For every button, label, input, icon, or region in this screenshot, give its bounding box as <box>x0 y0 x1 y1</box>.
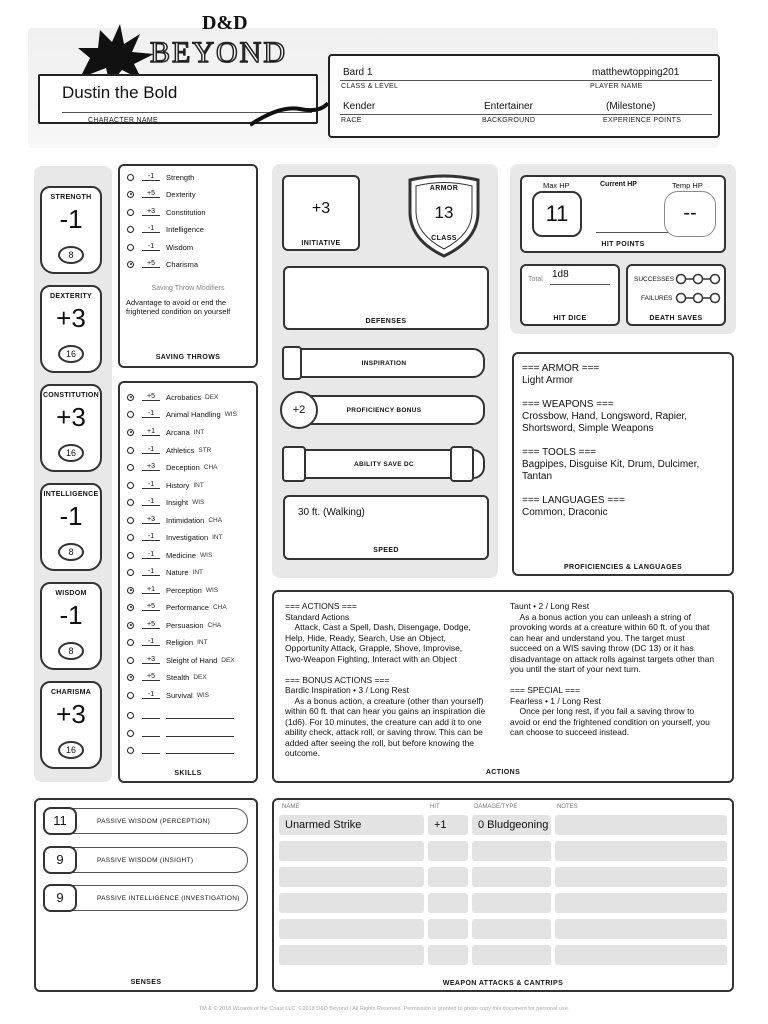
sense-passive-investigation <box>44 885 248 911</box>
weapon-empty-cell[interactable] <box>555 867 727 887</box>
skill-value: +5 <box>142 603 160 611</box>
skill-value: -1 <box>142 498 160 506</box>
skill-proficiency-marker <box>127 517 134 524</box>
ability-save-dc-left-cap <box>282 446 306 482</box>
weapon-empty-cell[interactable] <box>279 919 424 939</box>
sense-value: 11 <box>43 807 77 835</box>
max-hp-label: Max HP <box>543 181 570 190</box>
skill-name: Religion <box>166 637 194 647</box>
skill-name: Persuasion <box>166 620 204 630</box>
skill-row-survival[interactable] <box>127 688 209 702</box>
skill-value: -1 <box>142 410 160 418</box>
skill-value: -1 <box>142 691 160 699</box>
skill-ability: WIS <box>196 691 209 699</box>
save-modifiers-title: Saving Throw Modifiers <box>151 285 225 292</box>
class-line <box>340 80 712 81</box>
saving-throws-title: SAVING THROWS <box>155 354 221 361</box>
temp-hp-value[interactable]: -- <box>664 191 716 237</box>
skill-proficiency-marker <box>127 587 134 594</box>
skill-ability: CHA <box>208 516 223 524</box>
skill-ability: CHA <box>212 603 227 611</box>
proficiency-label: PROFICIENCY BONUS <box>346 407 422 414</box>
save-value: -1 <box>142 225 160 233</box>
save-row[interactable] <box>127 222 204 236</box>
skill-value: -1 <box>142 551 160 559</box>
ability-strength[interactable] <box>40 186 102 274</box>
weapon-empty-cell[interactable] <box>428 893 468 913</box>
skills-box <box>118 381 258 783</box>
senses-title: SENSES <box>130 979 162 986</box>
skill-row-performance[interactable] <box>127 600 227 614</box>
skill-row-animal-handling[interactable] <box>127 407 237 421</box>
ability-intelligence[interactable] <box>40 483 102 571</box>
skill-value: +1 <box>142 586 160 594</box>
ability-dexterity[interactable] <box>40 285 102 373</box>
weapon-header-damage: DAMAGE/TYPE <box>474 804 518 810</box>
skill-row-history[interactable] <box>127 478 204 492</box>
skill-name: Deception <box>166 462 200 472</box>
save-row[interactable] <box>127 170 194 184</box>
death-save-failure-circles-icon[interactable] <box>675 292 721 304</box>
skill-value: -1 <box>142 568 160 576</box>
skill-name: Investigation <box>166 532 209 542</box>
skill-name: Animal Handling <box>166 409 221 419</box>
skill-proficiency-marker <box>127 394 134 401</box>
inspiration-checkbox[interactable] <box>282 346 302 380</box>
skill-ability: DEX <box>193 673 207 681</box>
skill-row-nature[interactable] <box>127 565 203 579</box>
skill-blank-line <box>166 711 234 719</box>
ability-name: INTELLIGENCE <box>43 491 99 498</box>
hit-dice-label: HIT DICE <box>553 315 587 322</box>
skill-ability: STR <box>198 446 212 454</box>
save-proficiency-marker <box>127 261 134 268</box>
armor-class-label-top: ARMOR <box>429 185 459 192</box>
skill-name: Sleight of Hand <box>166 655 218 665</box>
skill-ability: WIS <box>192 498 205 506</box>
save-value: -1 <box>142 243 160 251</box>
scroll-tail-icon <box>250 95 330 135</box>
temp-hp-label: Temp HP <box>672 181 703 190</box>
footer-legal-text: TM & © 2018 Wizards of the Coast LLC. ©2018 D&D Beyond | All Rights Reserved. Permission is granted to photo copy this document for personal use. <box>198 1006 570 1012</box>
save-name: Strength <box>166 172 195 182</box>
ability-score: 16 <box>58 741 84 759</box>
skill-name: Survival <box>166 690 193 700</box>
save-row[interactable] <box>127 205 206 219</box>
hit-dice-value: 1d8 <box>552 269 569 280</box>
weapon-empty-cell[interactable] <box>472 893 551 913</box>
sense-value: 9 <box>43 846 77 874</box>
current-hp-input[interactable] <box>596 232 668 233</box>
skill-ability: CHA <box>207 621 222 629</box>
ability-modifier: -1 <box>59 204 83 234</box>
ability-score: 8 <box>58 246 84 264</box>
ability-modifier: -1 <box>59 600 83 630</box>
initiative-label: INITIATIVE <box>301 240 341 247</box>
class-level-label: CLASS & LEVEL <box>341 83 399 90</box>
weapon-empty-cell[interactable] <box>428 867 468 887</box>
class-level-value[interactable]: Bard 1 <box>343 67 373 78</box>
sense-passive-insight <box>44 847 248 873</box>
ability-name: CONSTITUTION <box>42 392 100 399</box>
skill-proficiency-marker <box>127 639 134 646</box>
weapon-name-cell[interactable]: Unarmed Strike <box>279 815 424 835</box>
weapon-empty-cell[interactable] <box>279 945 424 965</box>
skill-blank-row[interactable] <box>127 708 234 722</box>
skill-proficiency-marker <box>127 657 134 664</box>
skill-proficiency-marker <box>127 692 134 699</box>
skill-ability: INT <box>197 638 208 646</box>
skill-ability: DEX <box>221 656 235 664</box>
skill-value: +3 <box>142 656 160 664</box>
race-line <box>340 114 712 115</box>
weapon-empty-cell[interactable] <box>555 841 727 861</box>
skill-value: +5 <box>142 621 160 629</box>
skill-name: History <box>166 480 190 490</box>
weapon-damage-cell[interactable]: 0 Bludgeoning <box>472 815 551 835</box>
ability-name: WISDOM <box>55 590 87 597</box>
skill-row-athletics[interactable] <box>127 443 211 457</box>
skill-ability: WIS <box>200 551 213 559</box>
skill-blank-value <box>142 746 160 754</box>
skill-proficiency-marker <box>127 674 134 681</box>
skill-value: -1 <box>142 446 160 454</box>
skill-name: Performance <box>166 602 209 612</box>
race-value[interactable]: Kender <box>343 101 376 112</box>
skill-proficiency-marker <box>127 569 134 576</box>
skill-proficiency-marker <box>127 747 134 754</box>
save-value: +5 <box>142 190 160 198</box>
skill-name: Intimidation <box>166 515 205 525</box>
skill-blank-value <box>142 729 160 737</box>
save-row[interactable] <box>127 240 193 254</box>
ability-save-dc-label: ABILITY SAVE DC <box>354 461 414 468</box>
skill-name: Perception <box>166 585 202 595</box>
skill-value: +5 <box>142 393 160 401</box>
weapon-empty-cell[interactable] <box>279 841 424 861</box>
skill-value: +1 <box>142 428 160 436</box>
save-proficiency-marker <box>127 244 134 251</box>
skill-proficiency-marker <box>127 499 134 506</box>
weapon-empty-cell[interactable] <box>279 893 424 913</box>
skill-ability: DEX <box>205 393 219 401</box>
skill-row-acrobatics[interactable] <box>127 390 218 404</box>
weapon-empty-cell[interactable] <box>555 893 727 913</box>
background-value[interactable]: Entertainer <box>484 101 533 112</box>
save-value: +5 <box>142 260 160 268</box>
skill-row-insight[interactable] <box>127 495 204 509</box>
weapon-empty-cell[interactable] <box>428 919 468 939</box>
ability-modifier: -1 <box>59 501 83 531</box>
character-name-label: CHARACTER NAME <box>88 117 158 124</box>
ability-charisma[interactable] <box>40 681 102 769</box>
skill-row-perception[interactable] <box>127 583 218 597</box>
skill-ability: WIS <box>224 410 237 418</box>
defenses-label: DEFENSES <box>365 318 407 325</box>
skill-row-intimidation[interactable] <box>127 513 222 527</box>
ability-name: STRENGTH <box>50 194 92 201</box>
ability-constitution[interactable] <box>40 384 102 472</box>
death-saves-label: DEATH SAVES <box>649 315 703 322</box>
ability-score: 8 <box>58 543 84 561</box>
weapon-empty-cell[interactable] <box>428 945 468 965</box>
sense-value: 9 <box>43 884 77 912</box>
skill-ability: INT <box>212 533 223 541</box>
skill-name: Insight <box>166 497 189 507</box>
skill-blank-value <box>142 711 160 719</box>
skill-name: Acrobatics <box>166 392 202 402</box>
proficiencies-text: === ARMOR === Light Armor === WEAPONS === Crossbow, Hand, Longsword, Rapier, Shortsword, Simple Weapons === TOOLS === Bagpipes, Disguise Kit, Drum, Dulcimer, Tantan === LANGUAGES === Common, Draconic <box>522 363 700 518</box>
speed-label: SPEED <box>373 547 399 554</box>
skill-blank-row[interactable] <box>127 726 234 740</box>
armor-class-label-bottom: CLASS <box>431 235 457 242</box>
skill-proficiency-marker <box>127 429 134 436</box>
death-save-success-circles-icon[interactable] <box>675 273 721 285</box>
skill-value: +3 <box>142 463 160 471</box>
skill-value: +5 <box>142 673 160 681</box>
skill-row-religion[interactable] <box>127 635 208 649</box>
ability-score: 8 <box>58 642 84 660</box>
weapon-empty-cell[interactable] <box>472 841 551 861</box>
inspiration-bar[interactable] <box>283 348 485 378</box>
weapon-empty-cell[interactable] <box>555 919 727 939</box>
xp-label: EXPERIENCE POINTS <box>603 117 682 124</box>
save-name: Dexterity <box>166 189 196 199</box>
skill-value: -1 <box>142 533 160 541</box>
save-name: Constitution <box>166 207 206 217</box>
skill-row-medicine[interactable] <box>127 548 212 562</box>
xp-value[interactable]: (Milestone) <box>606 101 656 112</box>
save-name: Charisma <box>166 259 199 269</box>
skill-ability: CHA <box>203 463 218 471</box>
skill-row-arcana[interactable] <box>127 425 204 439</box>
skill-proficiency-marker <box>127 552 134 559</box>
weapon-empty-cell[interactable] <box>472 867 551 887</box>
inspiration-label: INSPIRATION <box>361 360 407 367</box>
logo-top-text: D&D <box>202 12 248 34</box>
skill-name: Athletics <box>166 445 195 455</box>
hit-dice-line <box>550 284 610 285</box>
skill-name: Arcana <box>166 427 190 437</box>
skill-row-investigation[interactable] <box>127 530 223 544</box>
skill-blank-line <box>166 729 234 737</box>
actions-left-text: === ACTIONS === Standard Actions Attack, Cast a Spell, Dash, Disengage, Dodge, Help, Hide, Ready, Search, Use an Object, Opportunity Attack, Grapple, Shove, Improvise, Two-Weapon Fighting, Interact with an Object === BONUS ACTIONS === Bardic Inspiration • 3 / Long Rest As a bonus action, a creature (other than yourself) within 60 ft. that can hear you gains an inspiration die (1d6). For 10 minutes, the creature can add it to one ability check, attack roll, or saving throw. This can be added after seeing the roll, but before knowing the outcome. <box>285 601 486 758</box>
skill-proficiency-marker <box>127 411 134 418</box>
ability-name: CHARISMA <box>50 689 92 696</box>
ability-save-dc-right-cap <box>450 446 474 482</box>
weapon-empty-cell[interactable] <box>279 867 424 887</box>
skill-proficiency-marker <box>127 730 134 737</box>
proficiency-value: +2 <box>280 391 318 429</box>
skill-proficiency-marker <box>127 464 134 471</box>
ability-modifier: +3 <box>56 699 86 729</box>
save-value: -1 <box>142 173 160 181</box>
sense-passive-perception <box>44 808 248 834</box>
skill-row-sleight-of-hand[interactable] <box>127 653 235 667</box>
player-name-label: PLAYER NAME <box>590 83 643 90</box>
skill-blank-row[interactable] <box>127 743 234 757</box>
skill-row-deception[interactable] <box>127 460 218 474</box>
successes-label: SUCCESSES <box>634 276 675 283</box>
weapon-empty-cell[interactable] <box>428 841 468 861</box>
save-name: Intelligence <box>166 224 204 234</box>
sense-label: PASSIVE WISDOM (INSIGHT) <box>97 857 194 864</box>
save-row[interactable] <box>127 187 196 201</box>
skill-value: +3 <box>142 516 160 524</box>
weapon-empty-cell[interactable] <box>555 945 727 965</box>
save-proficiency-marker <box>127 226 134 233</box>
skill-proficiency-marker <box>127 604 134 611</box>
skill-ability: INT <box>193 481 204 489</box>
sense-label: PASSIVE INTELLIGENCE (INVESTIGATION) <box>97 895 240 902</box>
skill-blank-line <box>166 746 234 754</box>
save-proficiency-marker <box>127 209 134 216</box>
speed-value: 30 ft. (Walking) <box>298 507 365 518</box>
logo-bottom-text: BEYOND <box>150 36 287 69</box>
ability-modifier: +3 <box>56 303 86 333</box>
skill-row-persuasion[interactable] <box>127 618 221 632</box>
player-name-value[interactable]: matthewtopping201 <box>592 67 680 78</box>
current-hp-label: Current HP <box>600 181 637 188</box>
max-hp-value[interactable]: 11 <box>532 191 582 237</box>
ability-score: 16 <box>58 345 84 363</box>
skill-ability: INT <box>192 568 203 576</box>
skill-proficiency-marker <box>127 482 134 489</box>
save-name: Wisdom <box>166 242 194 252</box>
save-proficiency-marker <box>127 174 134 181</box>
actions-title: ACTIONS <box>485 769 521 776</box>
weapon-header-notes: NOTES <box>557 804 578 810</box>
save-modifiers-text: Advantage to avoid or end the frightened condition on yourself <box>126 298 231 316</box>
weapon-header-hit: HIT <box>430 804 440 810</box>
skill-proficiency-marker <box>127 447 134 454</box>
background-label: BACKGROUND <box>482 117 536 124</box>
skill-name: Medicine <box>166 550 197 560</box>
skill-name: Nature <box>166 567 189 577</box>
skill-proficiency-marker <box>127 712 134 719</box>
race-label: RACE <box>341 117 362 124</box>
ability-wisdom[interactable] <box>40 582 102 670</box>
ability-name: DEXTERITY <box>50 293 92 300</box>
sense-label: PASSIVE WISDOM (PERCEPTION) <box>97 818 211 825</box>
save-row[interactable] <box>127 257 198 271</box>
save-value: +3 <box>142 208 160 216</box>
hit-points-title: HIT POINTS <box>601 241 645 248</box>
weapon-header-name: NAME <box>282 804 300 810</box>
failures-label: FAILURES <box>641 295 673 302</box>
ability-modifier: +3 <box>56 402 86 432</box>
skill-proficiency-marker <box>127 534 134 541</box>
weapon-empty-cell[interactable] <box>472 919 551 939</box>
weapon-hit-cell[interactable]: +1 <box>428 815 468 835</box>
hit-dice-total-label: Total <box>528 276 543 283</box>
skill-proficiency-marker <box>127 622 134 629</box>
character-name[interactable]: Dustin the Bold <box>62 83 178 102</box>
weapon-notes-cell[interactable] <box>555 815 727 835</box>
ability-score: 16 <box>58 444 84 462</box>
skill-ability: WIS <box>205 586 219 594</box>
actions-right-text: Taunt • 2 / Long Rest As a bonus action you can unleash a string of provoking words at a creature within 60 ft. of you that can hear and understand you. The target must succeed on a WIS saving throw (DC 13) or it has disadvantage on attack rolls against targets other than you until the start of your next turn. === SPECIAL === Fearless • 1 / Long Rest Once per long rest, if you fail a saving throw to avoid or end the frightened condition on yourself, you can choose to succeed instead. <box>510 601 715 737</box>
weapon-empty-cell[interactable] <box>472 945 551 965</box>
skills-title: SKILLS <box>174 770 202 777</box>
skill-name: Stealth <box>166 672 190 682</box>
save-proficiency-marker <box>127 191 134 198</box>
skill-value: -1 <box>142 481 160 489</box>
skill-row-stealth[interactable] <box>127 670 207 684</box>
weapon-attacks-title: WEAPON ATTACKS & CANTRIPS <box>442 980 564 987</box>
armor-class-value[interactable]: 13 <box>434 203 454 222</box>
skill-ability: INT <box>193 428 205 436</box>
proficiencies-title: PROFICIENCIES & LANGUAGES <box>563 564 683 571</box>
skill-value: -1 <box>142 638 160 646</box>
initiative-value: +3 <box>311 200 331 217</box>
